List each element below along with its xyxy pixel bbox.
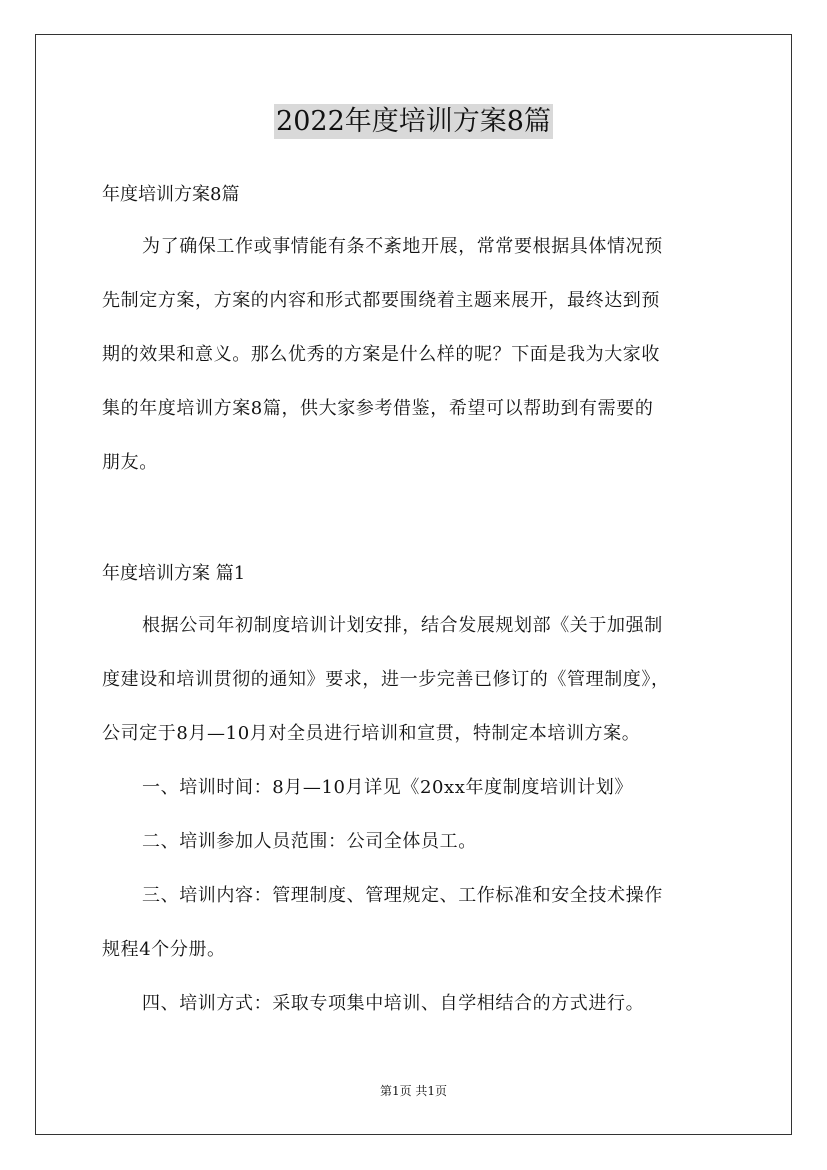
document-title-text: 2022年度培训方案8篇 <box>276 106 551 137</box>
document-subtitle: 年度培训方案8篇 <box>102 184 240 205</box>
section1-line: 度建设和培训贯彻的通知》要求，进一步完善已修订的《管理制度》， <box>102 669 670 690</box>
intro-line: 先制定方案，方案的内容和形式都要围绕着主题来展开，最终达到预 <box>102 290 660 311</box>
item3-paragraph <box>102 869 732 977</box>
section1-heading: 年度培训方案 篇1 <box>102 563 246 584</box>
item2-text: 二、培训参加人员范围：公司全体员工。 <box>142 831 477 852</box>
intro-line: 集的年度培训方案8篇，供大家参考借鉴，希望可以帮助到有需要的 <box>102 398 654 419</box>
section1-line: 公司定于8月—10月对全员进行培训和宣贯，特制定本培训方案。 <box>102 723 641 744</box>
intro-line: 为了确保工作或事情能有条不紊地开展，常常要根据具体情况预 <box>142 236 663 257</box>
item4-paragraph <box>102 977 732 1031</box>
item3-line: 三、培训内容：管理制度、管理规定、工作标准和安全技术操作 <box>142 885 663 906</box>
item2-paragraph <box>102 815 732 869</box>
document-title <box>0 100 827 144</box>
intro-paragraph <box>102 220 732 490</box>
section1-line: 根据公司年初制度培训计划安排，结合发展规划部《关于加强制 <box>142 615 663 636</box>
item3-line: 规程4个分册。 <box>102 939 226 960</box>
item4-text: 四、培训方式：采取专项集中培训、自学相结合的方式进行。 <box>142 993 645 1014</box>
intro-line: 期的效果和意义。那么优秀的方案是什么样的呢？下面是我为大家收 <box>102 344 660 365</box>
item1-paragraph <box>102 761 732 815</box>
page-footer: 第1页 共1页 <box>379 1084 448 1098</box>
item1-text: 一、培训时间：8月—10月详见《20xx年度制度培训计划》 <box>142 777 633 798</box>
intro-line: 朋友。 <box>102 452 158 473</box>
section1-paragraph <box>102 599 732 761</box>
